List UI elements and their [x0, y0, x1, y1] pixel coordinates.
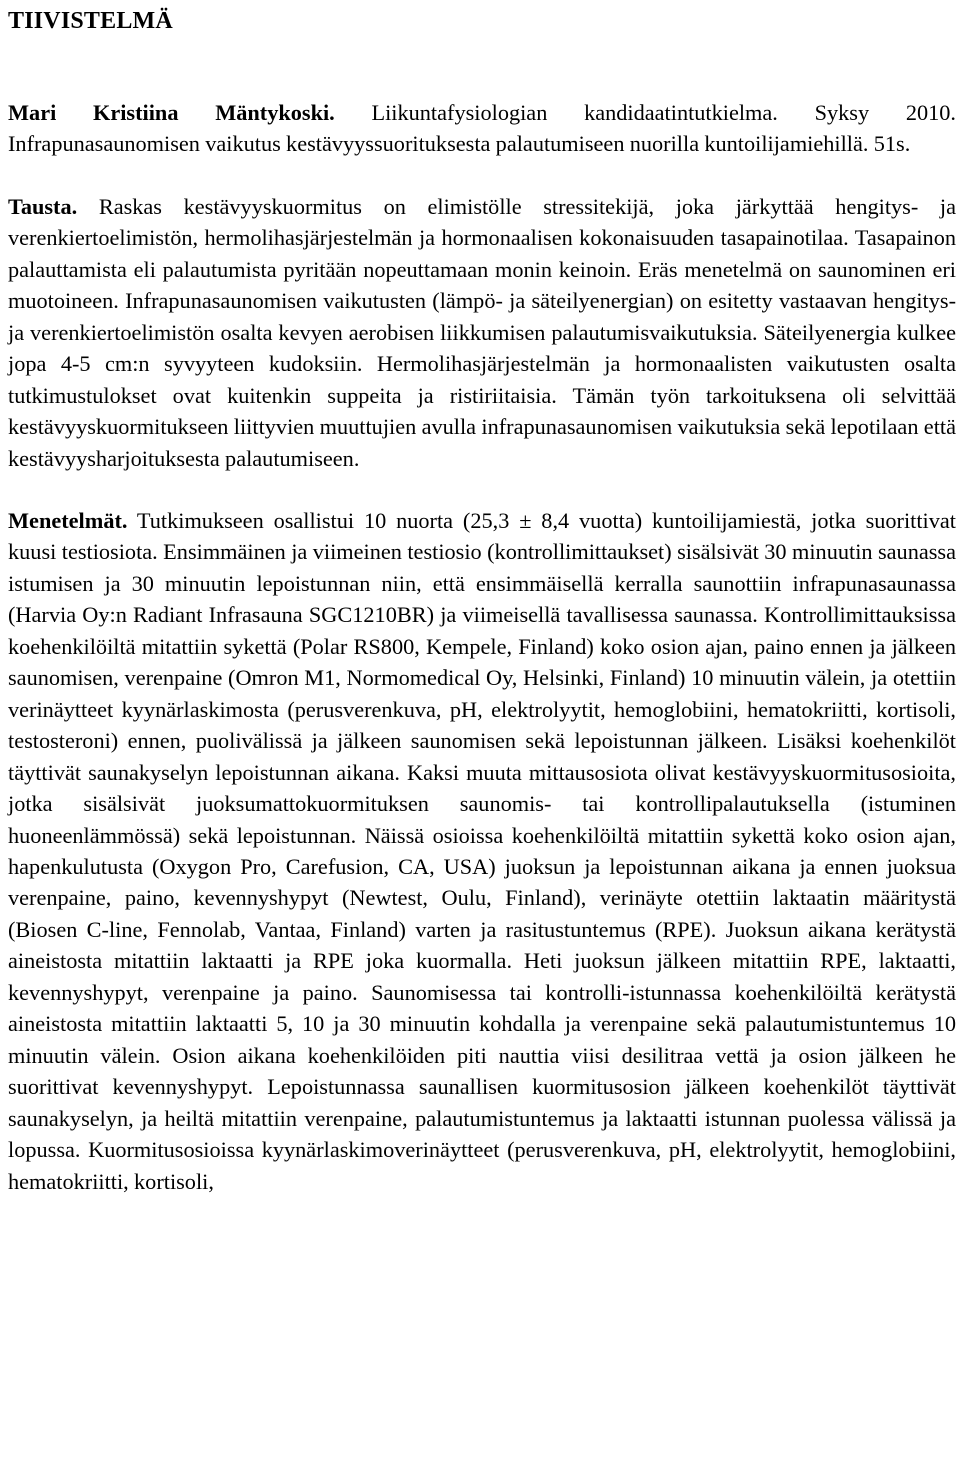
author-info-paragraph [8, 97, 956, 160]
background-paragraph [8, 191, 956, 474]
document-title: TIIVISTELMÄ [8, 8, 173, 34]
methods-heading: Menetelmät. [8, 507, 128, 533]
document-page [8, 0, 956, 1197]
author-name: Mari Kristiina Mäntykoski. [8, 100, 335, 125]
author-info-text: Liikuntafysiologian kandidaatintutkielma. Syksy 2010. Infrapunasaunomisen vaikutus kestävyyssuorituksesta palautumiseen nuorilla kuntoilijamiehillä. 51s. [8, 100, 956, 157]
background-heading: Tausta. [8, 193, 78, 219]
background-text: Raskas kestävyyskuormitus on elimistölle stressitekijä, joka järkyttää hengitys- ja verenkiertoelimistön, hermolihasjärjestelmän ja hormonaalisen kokonaisuuden tasapainotilaa. Tasapainon palauttamista eli palautumista pyritään nopeuttamaan monin keinoin. Eräs menetelmä on saunominen eri muotoineen. Infrapunasaunomisen vaikutusten (lämpö- ja säteilyenergian) on esitetty vastaavan hengitys- ja verenkiertoelimistön osalta kevyen aerobisen liikkumisen palautumisvaikutuksia. Säteilyenergia kulkee jopa 4-5 cm:n syvyyteen kudoksiin. Hermolihasjärjestelmän ja hormonaalisten vaikutusten osalta tutkimustulokset ovat kuitenkin suppeita ja ristiriitaisia. Tämän työn tarkoituksena oli selvittää kestävyyskuormitukseen liittyvien muuttujien avulla infrapunasaunomisen vaikutuksia sekä lepotilaan että kestävyysharjoituksesta palautumiseen. [8, 193, 956, 471]
methods-text: Tutkimukseen osallistui 10 nuorta (25,3 ± 8,4 vuotta) kuntoilijamiestä, jotka suorittivat kuusi testiosiota. Ensimmäinen ja viimeinen testiosio (kontrollimittaukset) sisälsivät 30 minuutin saunassa istumisen ja 30 minuutin lepoistunnan niin, että ensimmäisellä kerralla saunottiin infrapunasaunassa (Harvia Oy:n Radiant Infrasauna SGC1210BR) ja viimeisellä tavallisessa saunassa. Kontrollimittauksissa koehenkilöiltä mitattiin sykettä (Polar RS800, Kempele, Finland) koko osion ajan, paino ennen ja jälkeen saunomisen, verenpaine (Omron M1, Normomedical Oy, Helsinki, Finland) 10 minuutin välein, ja otettiin verinäytteet kyynärlaskimosta (perusverenkuva, pH, elektrolyytit, hemoglobiini, hematokriitti, kortisoli, testosteroni) ennen, puolivälissä ja jälkeen saunomisen sekä lepoistunnan jälkeen. Lisäksi koehenkilöt täyttivät saunakyselyn lepoistunnan aikana. Kaksi muuta mittausosiota olivat kestävyyskuormitusosioita, jotka sisälsivät juoksumattokuormituksen saunomis- tai kontrollipalautuksella (istuminen huoneenlämmössä) sekä lepoistunnan. Näissä osioissa koehenkilöiltä mitattiin sykettä koko osion ajan, hapenkulutusta (Oxygon Pro, Carefusion, CA, USA) juoksun ja lepoistunnan aikana ja ennen juoksua verenpaine, paino, kevennyshypyt (Newtest, Oulu, Finland), verinäyte otettiin laktaatin määritystä (Biosen C-line, Fennolab, Vantaa, Finland) varten ja rasitustuntemus (RPE). Juoksun aikana kerätystä aineistosta mitattiin laktaatti ja RPE joka kuormalla. Heti juoksun jälkeen mitattiin RPE, laktaatti, kevennyshypyt, verenpaine ja paino. Saunomisessa tai kontrolli-istunnassa koehenkilöiltä kerätystä aineistosta mitattiin laktaatti 5, 10 ja 30 minuutin kohdalla ja verenpaine sekä palautumistuntemus 10 minuutin välein. Osion aikana koehenkilöiden piti nauttia viisi desilitraa vettä ja osion jälkeen he suorittivat kevennyshypyt. Lepoistunnassa saunallisen kuormitusosion jälkeen koehenkilöt täyttivät saunakyselyn, ja heiltä mitattiin verenpaine, palautumistuntemus ja laktaatti istunnan puolessa välissä ja lopussa. Kuormitusosioissa kyynärlaskimoverinäytteet (perusverenkuva, pH, elektrolyytit, hemoglobiini, hematokriitti, kortisoli, [8, 507, 956, 1194]
methods-paragraph [8, 505, 956, 1197]
